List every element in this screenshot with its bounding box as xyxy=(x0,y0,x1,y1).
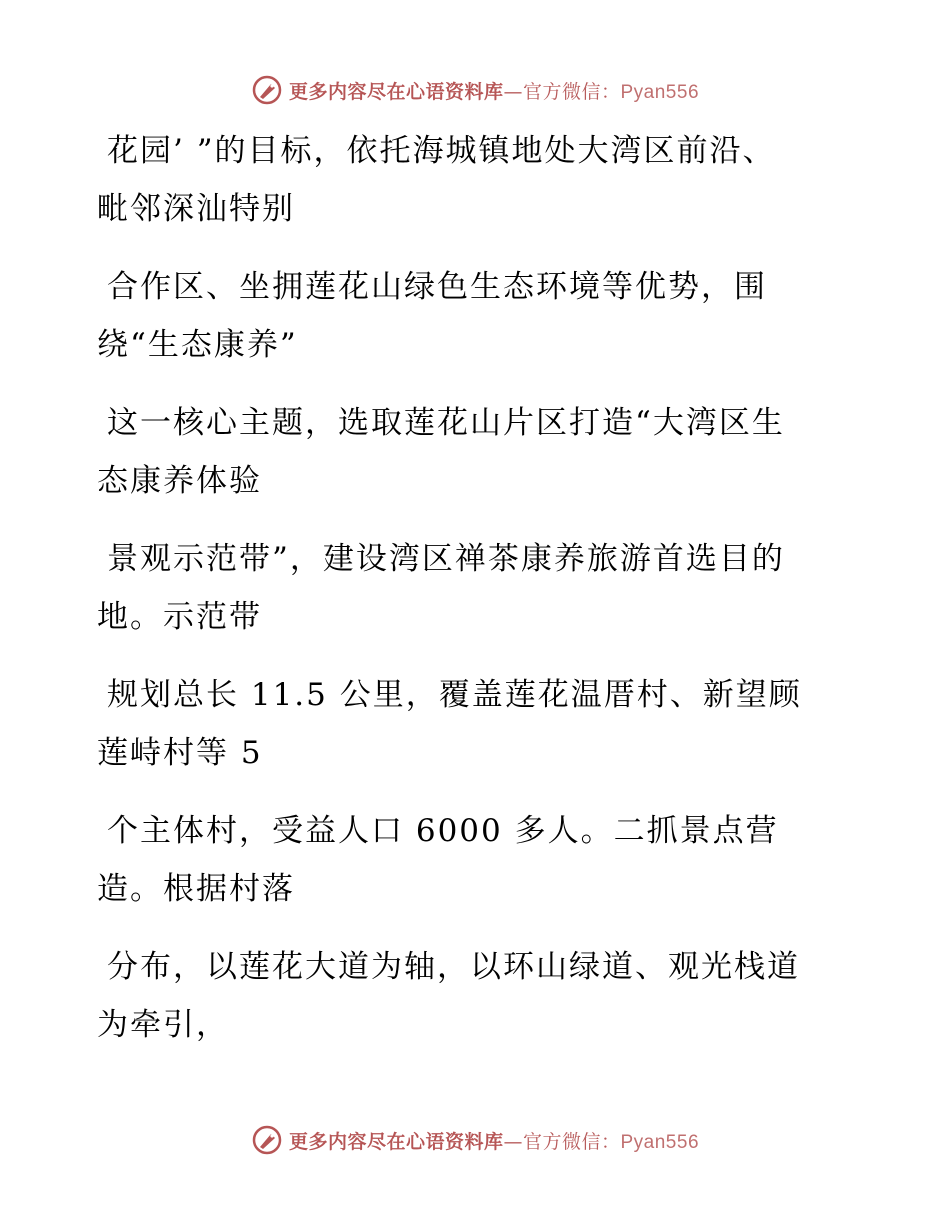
paragraph xyxy=(97,666,857,782)
paragraph-line: 分布，以莲花大道为轴，以环山绿道、观光栈道 xyxy=(107,949,800,985)
paragraph-line: 态康养体验 xyxy=(97,463,262,499)
paragraph xyxy=(97,530,857,646)
pen-nib-logo-icon xyxy=(251,1124,283,1156)
watermark-dash: — xyxy=(503,80,523,103)
watermark-text xyxy=(289,77,699,104)
paragraph-line: 个主体村，受益人口 6000 多人。二抓景点营 xyxy=(107,813,779,849)
watermark-id: Pyan556 xyxy=(620,1131,700,1153)
watermark-main: 更多内容尽在心语资料库 xyxy=(288,80,504,103)
header-watermark xyxy=(0,70,950,110)
watermark-suffix: 官方微信： xyxy=(522,1130,621,1153)
paragraph xyxy=(97,802,857,918)
watermark-text xyxy=(289,1127,699,1154)
paragraph-line: 景观示范带”，建设湾区禅茶康养旅游首选目的 xyxy=(107,541,785,577)
paragraph-line: 为牵引， xyxy=(97,1007,229,1043)
paragraph-line: 合作区、坐拥莲花山绿色生态环境等优势，围 xyxy=(107,269,767,305)
paragraph-line: 绕“生态康养” xyxy=(97,327,298,363)
paragraph-line: 规划总长 11.5 公里，覆盖莲花温厝村、新望顾 xyxy=(107,677,802,713)
paragraph xyxy=(97,394,857,510)
paragraph-line: 这一核心主题，选取莲花山片区打造“大湾区生 xyxy=(107,405,785,441)
paragraph xyxy=(97,258,857,374)
paragraph-line: 花园’ ”的目标，依托海城镇地处大湾区前沿、 xyxy=(107,133,776,169)
watermark-main: 更多内容尽在心语资料库 xyxy=(288,1130,504,1153)
paragraph-line: 造。根据村落 xyxy=(97,871,295,907)
paragraph-line: 地。示范带 xyxy=(97,599,262,635)
watermark-suffix: 官方微信： xyxy=(522,80,621,103)
paragraph xyxy=(97,938,857,1054)
document-body xyxy=(97,122,857,1074)
footer-watermark xyxy=(0,1120,950,1160)
paragraph-line: 毗邻深汕特别 xyxy=(97,191,295,227)
watermark-dash: — xyxy=(503,1130,523,1153)
watermark-id: Pyan556 xyxy=(620,81,700,103)
paragraph-line: 莲峙村等 5 xyxy=(97,735,263,771)
pen-nib-logo-icon xyxy=(251,74,283,106)
paragraph xyxy=(97,122,857,238)
